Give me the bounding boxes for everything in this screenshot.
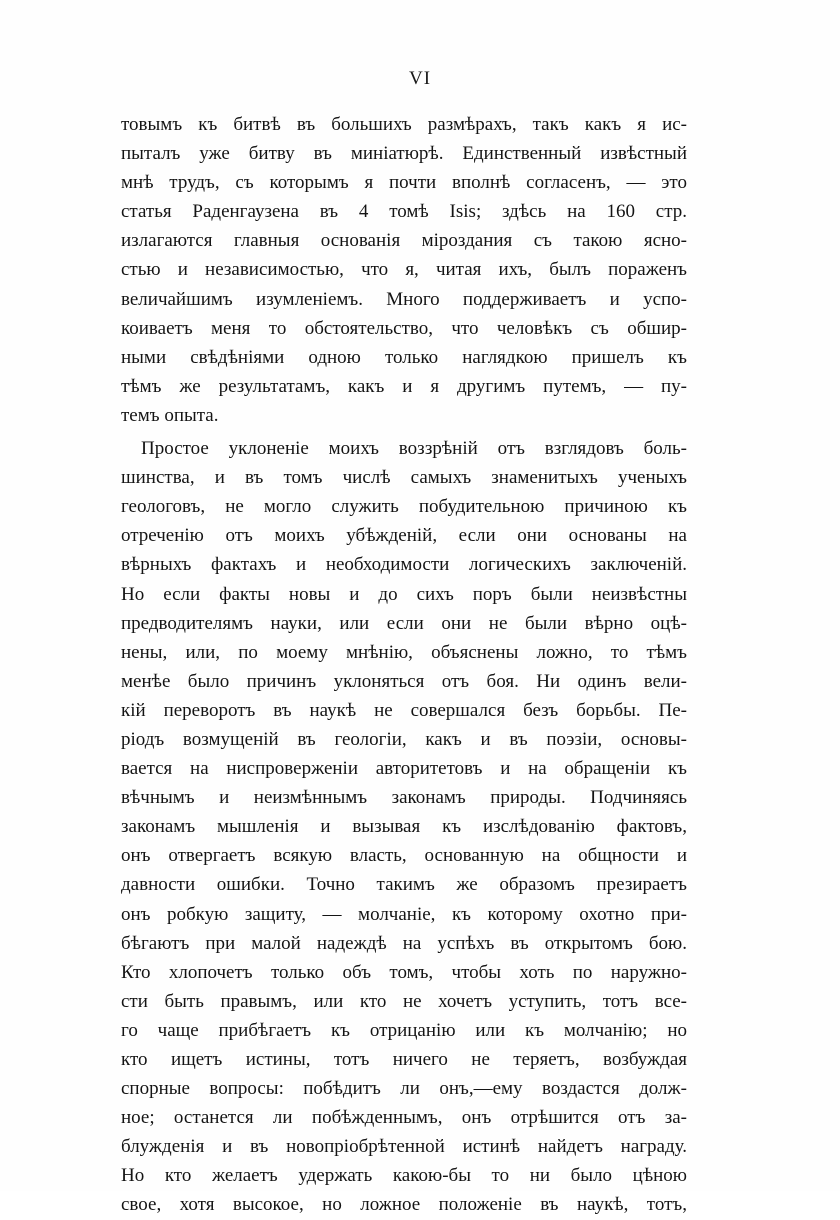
text-line: статья Раденгаузена въ 4 томѣ Isis; здѣсь на 160 стр. — [121, 201, 687, 223]
text-line: шинства, и въ томъ числѣ самыхъ знаменитыхъ ученыхъ — [121, 467, 687, 489]
text-line: мнѣ трудъ, съ которымъ я почти вполнѣ согласенъ, — это — [121, 172, 687, 194]
text-line: свое, хотя высокое, но ложное положеніе въ наукѣ, тотъ, — [121, 1194, 687, 1216]
text-line: вѣрныхъ фактахъ и необходимости логическихъ заключеній. — [121, 554, 687, 576]
text-line: блужденія и въ новопріобрѣтенной истинѣ найдетъ награду. — [121, 1136, 687, 1158]
text-line: вѣчнымъ и неизмѣннымъ законамъ природы. Подчиняясь — [121, 787, 687, 809]
text-line: ріодъ возмущеній въ геологіи, какъ и въ поэзіи, основы- — [121, 728, 687, 750]
text-line: онъ робкую защиту, — молчаніе, къ которому охотно при- — [121, 903, 687, 925]
text-line: коиваетъ меня то обстоятельство, что человѣкъ съ обшир- — [121, 317, 687, 339]
text-line: нены, или, по моему мнѣнію, объяснены ложно, то тѣмъ — [121, 641, 687, 663]
text-line: предводителямъ науки, или если они не были вѣрно оцѣ- — [121, 612, 687, 634]
body-text — [121, 110, 687, 1220]
text-line: Кто хлопочетъ только объ томъ, чтобы хоть по наружно- — [121, 961, 687, 983]
text-line: геологовъ, не могло служить побудительною причиною къ — [121, 496, 687, 518]
text-line: кто ищетъ истины, тотъ ничего не теряетъ, возбуждая — [121, 1049, 687, 1070]
text-line: бѣгаютъ при малой надеждѣ на успѣхъ въ открытомъ бою. — [121, 932, 687, 954]
text-line: пыталъ уже битву въ миніатюрѣ. Единственный извѣстный — [121, 143, 687, 165]
paragraph — [121, 110, 687, 430]
page-number: VI — [408, 68, 432, 89]
text-line: ное; останется ли побѣжденнымъ, онъ отрѣшится отъ за- — [121, 1107, 687, 1129]
text-line: менѣе было причинъ уклоняться отъ боя. Ни одинъ вели- — [121, 670, 687, 692]
text-line: отреченію отъ моихъ убѣжденій, если они основаны на — [121, 525, 687, 547]
text-line: кій переворотъ въ наукѣ не совершался безъ борьбы. Пе- — [121, 699, 687, 721]
paragraph — [121, 434, 687, 1220]
text-line: законамъ мышленія и вызывая къ изслѣдованію фактовъ, — [121, 816, 687, 838]
text-line: стью и независимостью, что я, читая ихъ, былъ пораженъ — [121, 259, 687, 281]
text-line: ными свѣдѣніями одною только наглядкою пришелъ къ — [121, 346, 687, 368]
text-line: товымъ къ битвѣ въ большихъ размѣрахъ, такъ какъ я ис- — [121, 114, 687, 135]
text-line: го чаще прибѣгаетъ къ отрицанію или къ молчанію; но — [121, 1019, 687, 1041]
text-line: сти быть правымъ, или кто не хочетъ уступить, тотъ все- — [121, 990, 687, 1012]
text-line: тѣмъ же результатамъ, какъ и я другимъ путемъ, — пу- — [121, 375, 687, 397]
text-line: давности ошибки. Точно такимъ же образомъ презираетъ — [121, 874, 687, 896]
text-line: темъ опыта. — [121, 404, 219, 426]
text-line: Но если факты новы и до сихъ поръ были неизвѣстны — [121, 583, 687, 605]
text-line: излагаются главныя основанія міроздания съ такою ясно- — [121, 230, 687, 252]
text-line: Простое уклоненіе моихъ воззрѣній отъ взглядовъ боль- — [141, 438, 687, 460]
text-line: онъ отвергаетъ всякую власть, основанную на общности и — [121, 845, 687, 867]
text-line: спорные вопросы: побѣдитъ ли онъ,—ему воздастся долж- — [121, 1078, 687, 1100]
text-line: величайшимъ изумленіемъ. Много поддерживаетъ и успо- — [121, 288, 687, 310]
text-line: Но кто желаетъ удержать какою-бы то ни было цѣною — [121, 1165, 687, 1187]
text-line: вается на ниспроверженіи авторитетовъ и на обращеніи къ — [121, 758, 687, 780]
